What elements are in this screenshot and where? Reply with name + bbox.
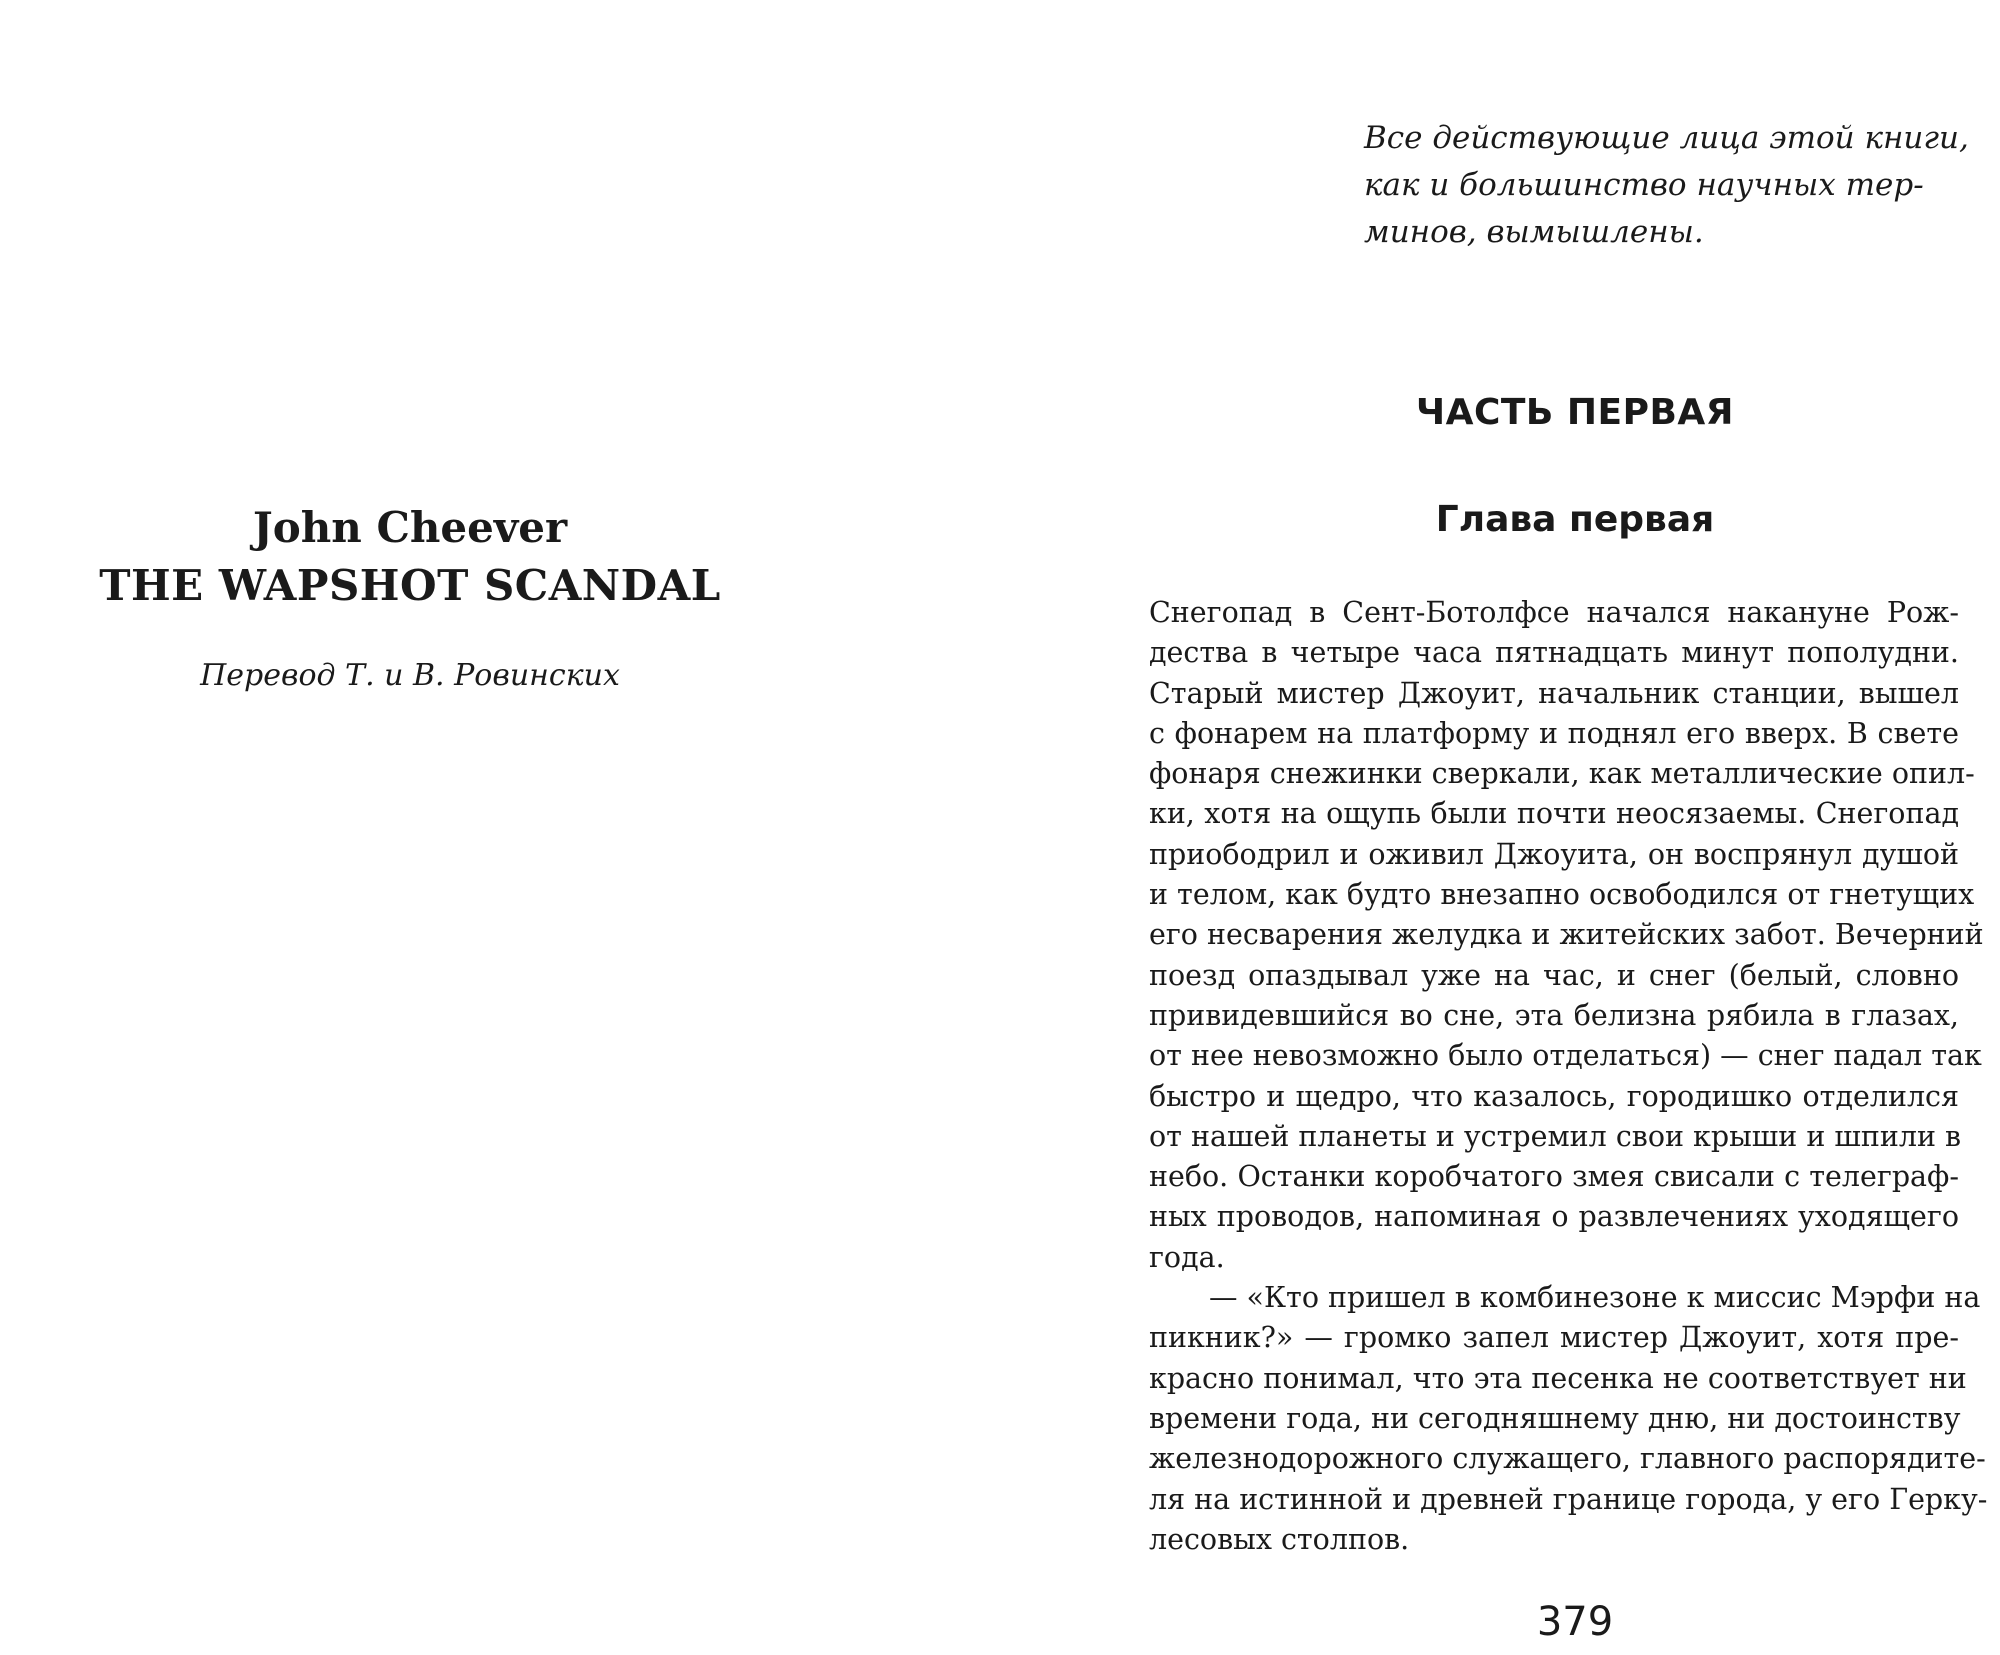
right-page [1000,0,2000,1655]
title-block [60,500,760,696]
translation-credit: Перевод Т. и В. Ровинских [200,658,620,693]
text-line: ля на истинной и древней границе города, у его Герку- [1149,1482,1988,1516]
epigraph-line: как и большинство научных тер- [1364,167,1924,203]
text-line: поезд опаздывал уже на час, и снег (белый, словно [1149,958,1959,992]
text-line: железнодорожного служащего, главного распорядите- [1149,1442,1986,1476]
epigraph-line: минов, вымышлены. [1364,214,1704,250]
epigraph [1364,115,1969,256]
text-line: приободрил и оживил Джоуита, он воспрянул душой [1149,837,1959,871]
text-line: — «Кто пришел в комбинезоне к миссис Мэрфи на [1209,1281,1981,1315]
part-title: ЧАСТЬ ПЕРВАЯ [1415,392,1735,433]
text-line: красно понимал, что эта песенка не соответствует ни [1149,1361,1967,1395]
text-line: ки, хотя на ощупь были почти неосязаемы. Снегопад [1149,797,1959,831]
text-line: дества в четыре часа пятнадцать минут пополудни. [1149,636,1959,670]
chapter-title: Глава первая [1435,499,1715,540]
author-name: John Cheever [252,503,568,552]
text-line: небо. Останки коробчатого змея свисали с телеграф- [1149,1160,1959,1194]
text-line: ных проводов, напоминая о развлечениях уходящего [1149,1200,1959,1234]
text-line: от нашей планеты и устремил свои крыши и шпили в [1149,1119,1962,1153]
text-line: привидевшийся во сне, эта белизна рябила в глазах, [1149,998,1959,1032]
text-line: лесовых столпов. [1149,1522,1410,1556]
text-line: времени года, ни сегодняшнему дню, ни достоинству [1149,1401,1961,1435]
text-line: быстро и щедро, что казалось, городишко отделился [1149,1079,1959,1113]
book-title: THE WAPSHOT SCANDAL [99,561,721,610]
text-line: Старый мистер Джоуит, начальник станции, вышел [1149,676,1959,710]
text-line: года. [1149,1240,1225,1274]
chapter-body [1149,593,1988,1560]
text-line: от нее невозможно было отделаться) — снег падал так [1149,1039,1982,1073]
text-line: и телом, как будто внезапно освободился от гнетущих [1149,878,1975,912]
text-line: пикник?» — громко запел мистер Джоуит, хотя пре- [1149,1321,1959,1355]
text-line: его несварения желудка и житейских забот. Вечерний [1149,918,1984,952]
epigraph-line: Все действующие лица этой книги, [1364,120,1969,156]
text-line: фонаря снежинки сверкали, как металлические опил- [1149,757,1975,791]
text-line: Снегопад в Сент-Ботолфсе начался накануне Рож- [1149,596,1959,629]
text-line: с фонарем на платформу и поднял его вверх. В свете [1149,716,1959,750]
page-number: 379 [1536,1599,1614,1645]
